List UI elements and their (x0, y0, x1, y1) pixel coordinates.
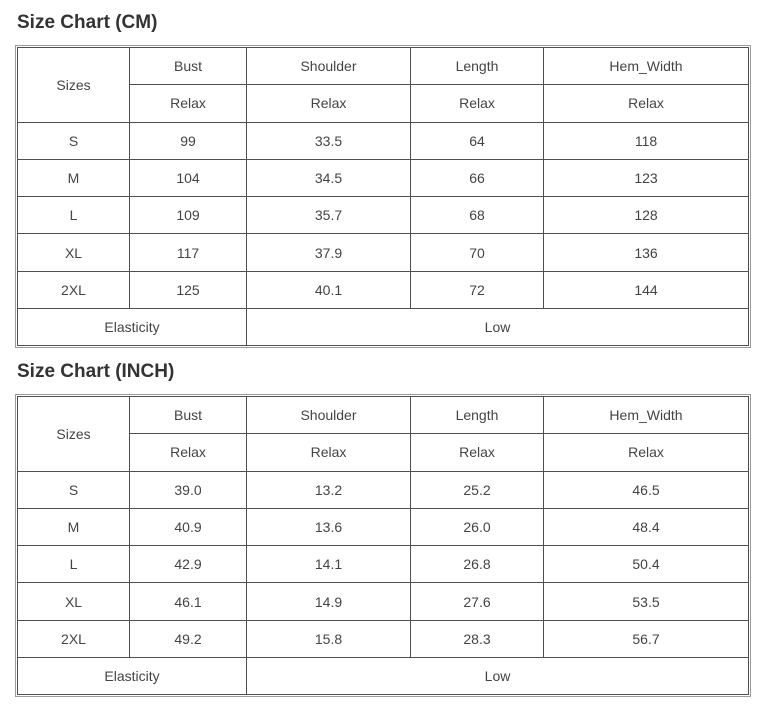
table-row (18, 620, 749, 657)
fit-cell: Relax (411, 85, 544, 122)
value-cell: 109 (130, 197, 247, 234)
value-cell: 46.5 (544, 471, 749, 508)
elasticity-label-cell: Elasticity (18, 309, 247, 346)
value-cell: 25.2 (411, 471, 544, 508)
value-cell: 125 (130, 271, 247, 308)
size-chart-cm-title: Size Chart (CM) (17, 12, 158, 33)
value-cell: 144 (544, 271, 749, 308)
value-cell: 26.0 (411, 508, 544, 545)
measurement-header-cell: Bust (130, 48, 247, 85)
value-cell: 68 (411, 197, 544, 234)
value-cell: 13.6 (247, 508, 411, 545)
value-cell: 70 (411, 234, 544, 271)
value-cell: 14.9 (247, 583, 411, 620)
value-cell: 49.2 (130, 620, 247, 657)
table-row (18, 197, 749, 234)
size-cell: S (18, 471, 130, 508)
measurement-header-cell: Shoulder (247, 397, 411, 434)
value-cell: 33.5 (247, 122, 411, 159)
size-cell: M (18, 508, 130, 545)
fit-cell: Relax (544, 434, 749, 471)
size-cell: L (18, 197, 130, 234)
size-chart-inch-title: Size Chart (INCH) (17, 361, 175, 382)
fit-cell: Relax (130, 434, 247, 471)
value-cell: 40.9 (130, 508, 247, 545)
elasticity-label-cell: Elasticity (18, 658, 247, 695)
elasticity-value-cell: Low (247, 309, 749, 346)
sizes-header-cell: Sizes (18, 397, 130, 472)
value-cell: 14.1 (247, 546, 411, 583)
size-chart-inch-table (17, 396, 749, 695)
table-row (18, 234, 749, 271)
value-cell: 99 (130, 122, 247, 159)
elasticity-row (18, 658, 749, 695)
size-cell: 2XL (18, 271, 130, 308)
measurement-header-cell: Bust (130, 397, 247, 434)
sizes-header-cell: Sizes (18, 48, 130, 123)
value-cell: 37.9 (247, 234, 411, 271)
size-cell: XL (18, 234, 130, 271)
fit-cell: Relax (411, 434, 544, 471)
size-cell: L (18, 546, 130, 583)
value-cell: 28.3 (411, 620, 544, 657)
value-cell: 46.1 (130, 583, 247, 620)
size-cell: S (18, 122, 130, 159)
value-cell: 50.4 (544, 546, 749, 583)
value-cell: 72 (411, 271, 544, 308)
value-cell: 117 (130, 234, 247, 271)
fit-cell: Relax (130, 85, 247, 122)
measurement-header-cell: Length (411, 48, 544, 85)
value-cell: 118 (544, 122, 749, 159)
measurement-header-cell: Hem_Width (544, 48, 749, 85)
table-row (18, 271, 749, 308)
size-chart-cm-table (17, 47, 749, 346)
fit-cell: Relax (247, 434, 411, 471)
fit-cell: Relax (247, 85, 411, 122)
table-row (18, 546, 749, 583)
header-row (18, 397, 749, 434)
value-cell: 123 (544, 159, 749, 196)
table-row (18, 471, 749, 508)
value-cell: 53.5 (544, 583, 749, 620)
size-cell: M (18, 159, 130, 196)
value-cell: 39.0 (130, 471, 247, 508)
value-cell: 27.6 (411, 583, 544, 620)
table-row (18, 122, 749, 159)
value-cell: 35.7 (247, 197, 411, 234)
size-cell: XL (18, 583, 130, 620)
value-cell: 42.9 (130, 546, 247, 583)
value-cell: 15.8 (247, 620, 411, 657)
value-cell: 64 (411, 122, 544, 159)
table-row (18, 583, 749, 620)
value-cell: 128 (544, 197, 749, 234)
measurement-header-cell: Hem_Width (544, 397, 749, 434)
value-cell: 13.2 (247, 471, 411, 508)
elasticity-value-cell: Low (247, 658, 749, 695)
elasticity-row (18, 309, 749, 346)
value-cell: 48.4 (544, 508, 749, 545)
table-row (18, 508, 749, 545)
measurement-header-cell: Shoulder (247, 48, 411, 85)
value-cell: 104 (130, 159, 247, 196)
value-cell: 40.1 (247, 271, 411, 308)
table-row (18, 159, 749, 196)
value-cell: 56.7 (544, 620, 749, 657)
size-cell: 2XL (18, 620, 130, 657)
header-row (18, 48, 749, 85)
measurement-header-cell: Length (411, 397, 544, 434)
value-cell: 136 (544, 234, 749, 271)
fit-cell: Relax (544, 85, 749, 122)
value-cell: 26.8 (411, 546, 544, 583)
value-cell: 66 (411, 159, 544, 196)
value-cell: 34.5 (247, 159, 411, 196)
